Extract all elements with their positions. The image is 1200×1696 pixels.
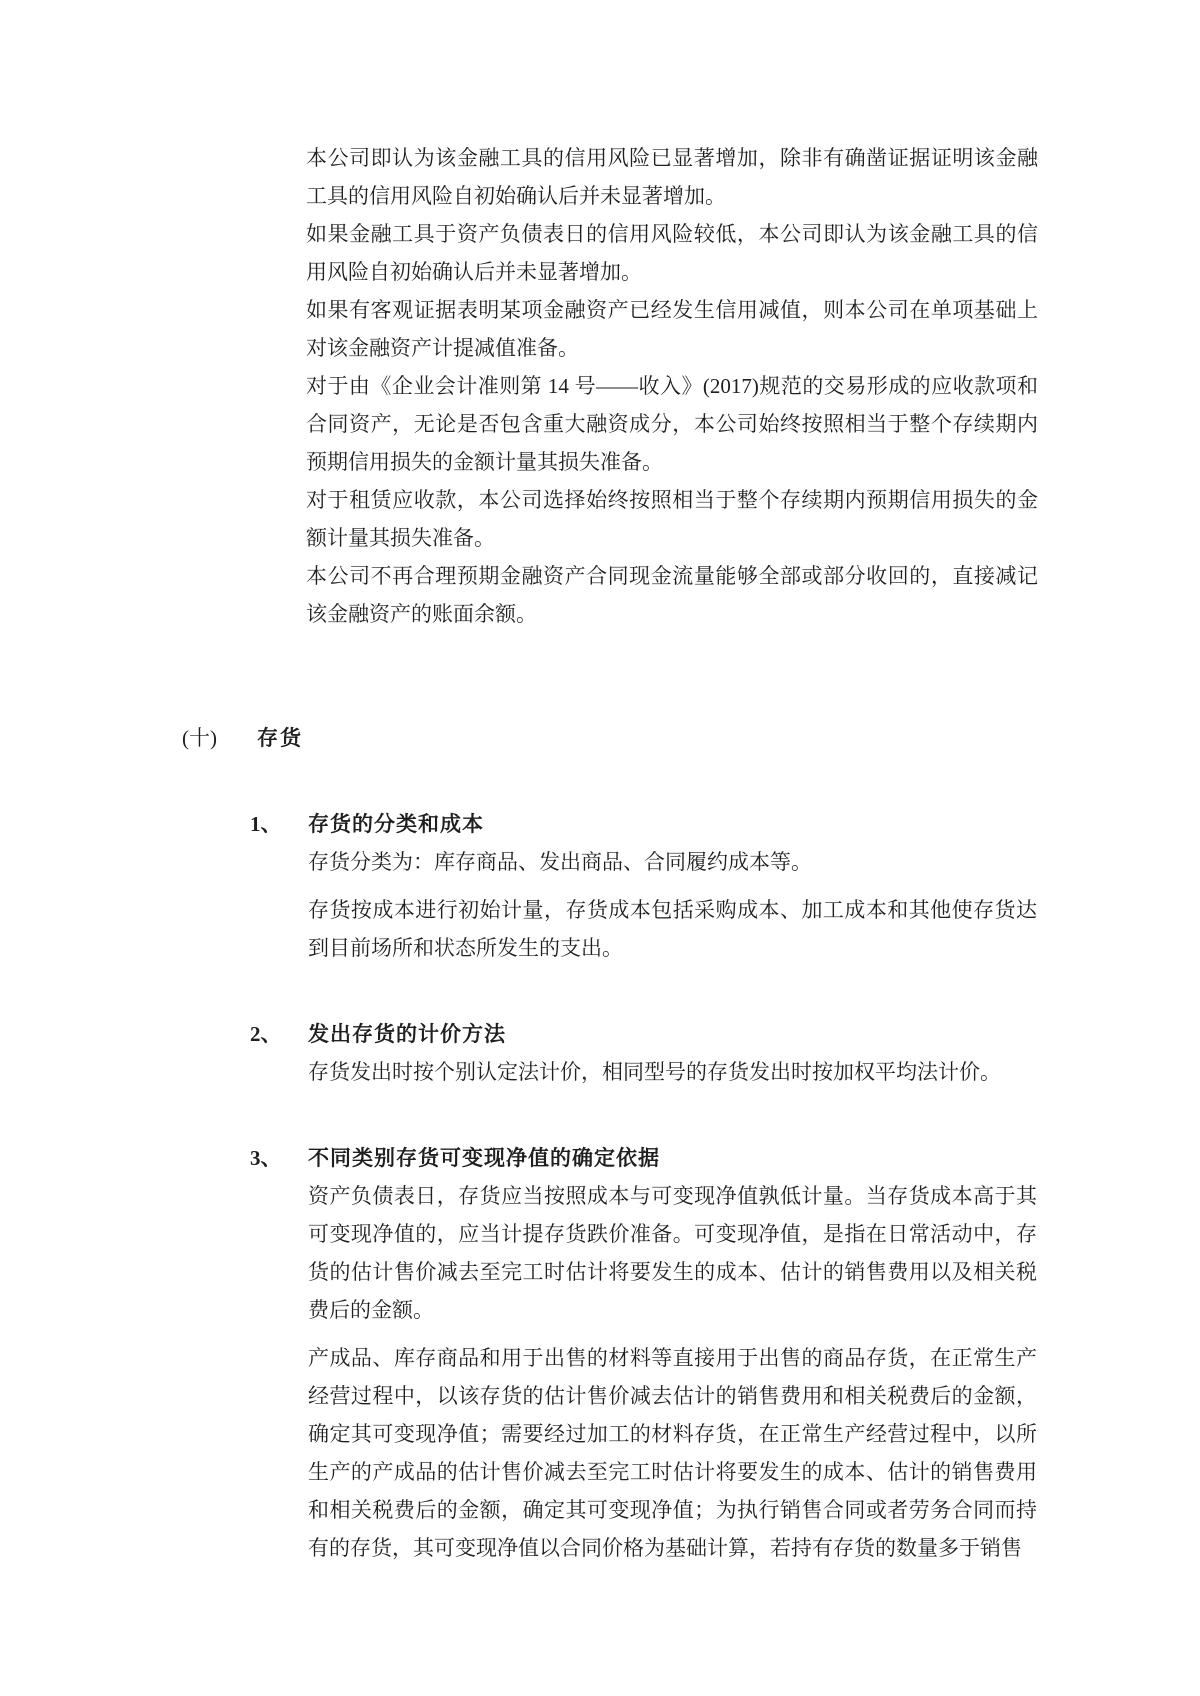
- item-number: 1、: [250, 812, 282, 836]
- paragraph: 本公司不再合理预期金融资产合同现金流量能够全部或部分收回的，直接减记该金融资产的账面余额。: [306, 564, 1038, 626]
- section-item-3: [250, 1139, 1038, 1567]
- section-title: 存货: [257, 726, 303, 750]
- paragraph: 对于由《企业会计准则第 14 号——收入》(2017)规范的交易形成的应收款项和合同资产，无论是否包含重大融资成分，本公司始终按照相当于整个存续期内预期信用损失的金额计量其损失准备。: [306, 374, 1038, 474]
- item-number: 3、: [250, 1146, 282, 1170]
- paragraph: 对于租赁应收款，本公司选择始终按照相当于整个存续期内预期信用损失的金额计量其损失准备。: [306, 488, 1038, 550]
- section-label: (十): [182, 726, 217, 750]
- item-body: [308, 1053, 1037, 1091]
- paragraph: 存货分类为：库存商品、发出商品、合同履约成本等。: [308, 850, 812, 874]
- item-heading-row: [250, 1015, 1038, 1053]
- intro-paragraphs: [306, 139, 1038, 633]
- item-heading-row: [250, 1139, 1038, 1177]
- paragraph: 存货按成本进行初始计量，存货成本包括采购成本、加工成本和其他使存货达到目前场所和状态所发生的支出。: [308, 898, 1037, 960]
- item-heading-row: [250, 805, 1038, 843]
- item-heading: 存货的分类和成本: [308, 812, 484, 836]
- section-item-1: [250, 805, 1038, 967]
- section-item-2: [250, 1015, 1038, 1091]
- paragraph: 存货发出时按个别认定法计价，相同型号的存货发出时按加权平均法计价。: [308, 1060, 1001, 1084]
- paragraph: 资产负债表日，存货应当按照成本与可变现净值孰低计量。当存货成本高于其可变现净值的，应当计提存货跌价准备。可变现净值，是指在日常活动中，存货的估计售价减去至完工时估计将要发生的成本、估计的销售费用以及相关税费后的金额。: [308, 1184, 1037, 1322]
- paragraph: 如果有客观证据表明某项金融资产已经发生信用减值，则本公司在单项基础上对该金融资产计提减值准备。: [306, 298, 1038, 360]
- item-body: [308, 843, 1037, 967]
- item-heading: 发出存货的计价方法: [308, 1022, 506, 1046]
- paragraph: 本公司即认为该金融工具的信用风险已显著增加，除非有确凿证据证明该金融工具的信用风险自初始确认后并未显著增加。: [306, 146, 1038, 208]
- paragraph: 产成品、库存商品和用于出售的材料等直接用于出售的商品存货，在正常生产经营过程中，以该存货的估计售价减去估计的销售费用和相关税费后的金额，确定其可变现净值；需要经过加工的材料存货，在正常生产经营过程中，以所生产的产成品的估计售价减去至完工时估计将要发生的成本、估计的销售费用和相关税费后的金额，确定其可变现净值；为执行销售合同或者劳务合同而持有的存货，其可变现净值以合同价格为基础计算，若持有存货的数量多于销售: [308, 1346, 1037, 1560]
- item-number: 2、: [250, 1022, 282, 1046]
- item-heading: 不同类别存货可变现净值的确定依据: [308, 1146, 660, 1170]
- section-heading: [182, 719, 1038, 757]
- paragraph: 如果金融工具于资产负债表日的信用风险较低，本公司即认为该金融工具的信用风险自初始确认后并未显著增加。: [306, 222, 1038, 284]
- item-body: [308, 1177, 1037, 1567]
- document-content: [182, 139, 1038, 1567]
